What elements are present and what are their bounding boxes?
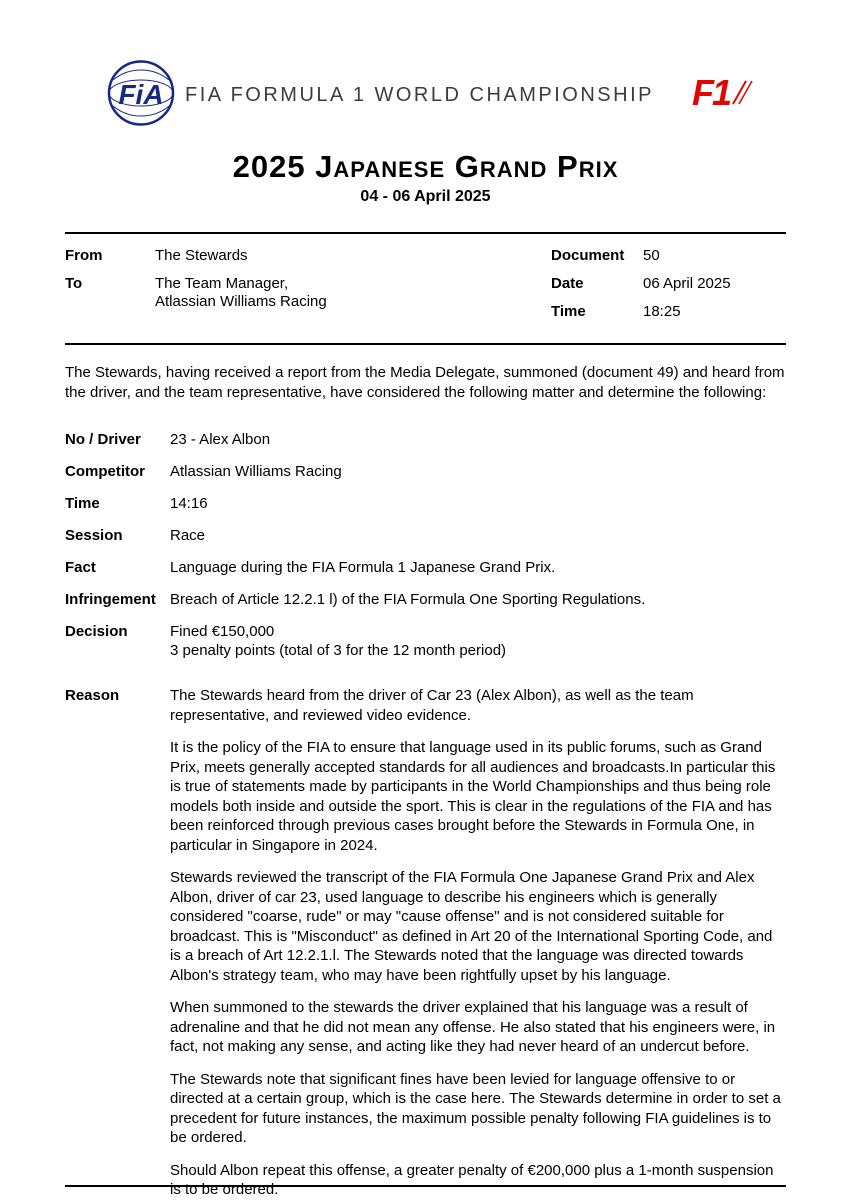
reason-paragraphs xyxy=(170,686,786,1200)
reason-paragraph-1: The Stewards heard from the driver of Car 23 (Alex Albon), as well as the team representative, and reviewed video evidence. xyxy=(170,687,694,724)
svg-text:F1: F1 xyxy=(692,73,731,113)
meta-block xyxy=(65,234,786,343)
field-row-fact xyxy=(65,558,786,577)
from-label: From xyxy=(65,247,103,264)
meta-left-column xyxy=(65,247,495,331)
decision-label: Decision xyxy=(65,623,128,640)
fia-logo-icon xyxy=(103,58,179,133)
no-driver-value: 23 - Alex Albon xyxy=(170,431,271,448)
meta-row-document xyxy=(551,247,786,265)
meta-right-column xyxy=(551,247,786,331)
document-value: 50 xyxy=(643,247,660,264)
infringement-label: Infringement xyxy=(65,591,156,608)
decision-line1: Fined €150,000 xyxy=(170,623,275,640)
document-header xyxy=(65,58,786,133)
divider-bottom xyxy=(65,1185,786,1187)
to-value-line1: The Team Manager, xyxy=(155,275,289,292)
reason-label: Reason xyxy=(65,687,120,704)
session-time-value: 14:16 xyxy=(170,495,208,512)
field-row-no-driver xyxy=(65,430,786,449)
reason-paragraph-5: The Stewards note that significant fines have been levied for language offensive to or directed at a certain group, which is the case here. The Stewards determine in order to set a precedent for future instances, the maximum possible penalty following FIA guidelines is to be ordered. xyxy=(170,1070,781,1146)
f1-logo-icon xyxy=(690,73,768,118)
field-row-time xyxy=(65,494,786,513)
session-label: Session xyxy=(65,527,123,544)
fact-label: Fact xyxy=(65,559,96,576)
field-row-competitor xyxy=(65,462,786,481)
meta-row-to xyxy=(65,275,495,311)
time-value: 18:25 xyxy=(643,303,681,320)
divider-meta xyxy=(65,343,786,345)
svg-text:FiA: FiA xyxy=(118,79,164,110)
intro-paragraph: The Stewards, having received a report from the Media Delegate, summoned (document 49) and heard from the driver, and the team representative, have considered the following matter and determine the following: xyxy=(65,364,785,401)
event-title: 2025 Japanese Grand Prix xyxy=(232,149,619,184)
time-label: Time xyxy=(551,303,586,320)
to-value xyxy=(155,275,495,311)
field-row-decision xyxy=(65,622,786,660)
field-row-infringement xyxy=(65,590,786,609)
to-value-line2: Atlassian Williams Racing xyxy=(155,293,327,310)
infringement-value: Breach of Article 12.2.1 l) of the FIA Formula One Sporting Regulations. xyxy=(170,591,646,608)
meta-row-from xyxy=(65,247,495,265)
competitor-label: Competitor xyxy=(65,463,145,480)
reason-paragraph-4: When summoned to the stewards the driver explained that his language was a result of adrenaline and that he did not mean any offense. He also stated that his engineers were, in fact, not making any sense, and acting like they had never heard of an undercut before. xyxy=(170,999,776,1055)
field-row-reason xyxy=(65,686,786,1200)
meta-row-date xyxy=(551,275,786,293)
date-label: Date xyxy=(551,275,584,292)
championship-title: FIA FORMULA 1 WORLD CHAMPIONSHIP xyxy=(185,84,654,106)
field-row-session xyxy=(65,526,786,545)
fact-value: Language during the FIA Formula 1 Japanese Grand Prix. xyxy=(170,559,556,576)
reason-paragraph-3: Stewards reviewed the transcript of the FIA Formula One Japanese Grand Prix and Alex Albon, driver of car 23, used language to describe his engineers which is generally considered "coarse, rude" or may "cause offense" and is not considered suitable for broadcast. This is "Misconduct" as defined in Art 20 of the International Sporting Code, and is a breach of Art 12.2.1.l. The Stewards noted that the language was directed towards Albon's strategy team, who may have been rightfully upset by his language. xyxy=(170,869,773,984)
meta-row-time xyxy=(551,303,786,321)
date-value: 06 April 2025 xyxy=(643,275,731,292)
document-label: Document xyxy=(551,247,625,264)
reason-paragraph-6: Should Albon repeat this offense, a greater penalty of €200,000 plus a 1-month suspension is to be ordered. xyxy=(170,1161,774,1198)
session-time-label: Time xyxy=(65,495,100,512)
decision-line2: 3 penalty points (total of 3 for the 12 month period) xyxy=(170,642,507,659)
no-driver-label: No / Driver xyxy=(65,431,141,448)
reason-paragraph-2: It is the policy of the FIA to ensure that language used in its public forums, such as Grand Prix, meets generally accepted standards for all audiences and broadcasts.In particular this is true of statements made by participants in the World Championships and thus being role models both inside and outside the sport. This is clear in the regulations of the FIA and has been reinforced through previous cases brought before the Stewards in Formula One, in particular in Singapore in 2024. xyxy=(170,739,776,854)
title-block xyxy=(65,149,786,206)
to-label: To xyxy=(65,275,83,292)
event-dates: 04 - 06 April 2025 xyxy=(360,188,491,205)
competitor-value: Atlassian Williams Racing xyxy=(170,463,342,480)
decision-value xyxy=(170,622,786,660)
from-value: The Stewards xyxy=(155,247,248,264)
session-value: Race xyxy=(170,527,206,544)
fields-section xyxy=(65,430,786,1200)
